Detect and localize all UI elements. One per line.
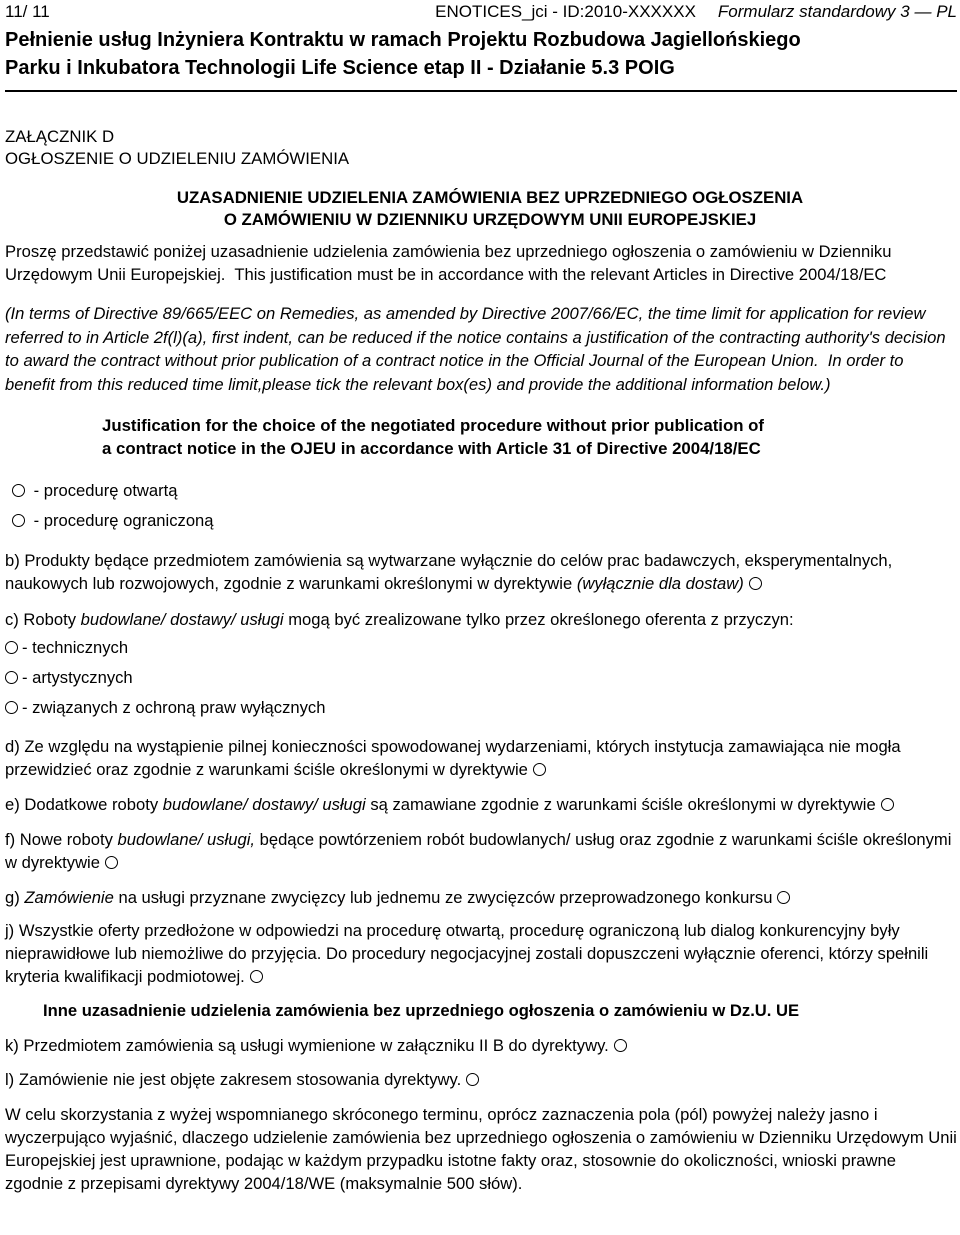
radio-circle-icon[interactable] <box>881 798 894 811</box>
item-d: d) Ze względu na wystąpienie pilnej konieczności spowodowanej wydarzeniami, których instytucja zamawiająca nie mogła przewidzieć oraz zgodnie z warunkami ściśle określonymi w dyrektywie <box>5 737 901 779</box>
other-justification-heading: Inne uzasadnienie udzielenia zamówienia bez uprzedniego ogłoszenia o zamówieniu w Dz.U. UE <box>43 1001 800 1020</box>
radio-circle-icon[interactable] <box>12 484 25 497</box>
radio-circle-icon[interactable] <box>5 671 18 684</box>
title-divider <box>5 90 957 92</box>
item-j: j) Wszystkie oferty przedłożone w odpowiedzi na procedurę otwartą, procedurę ograniczoną lub dialog konkurencyjny były nieprawidłowe lub niemożliwe do przyjęcia. Do procedury negocjacyjnej zostali dopuszczeni wyłącznie oferenci, którzy spełnili kryteria kwalifikacji podmiotowej. <box>5 921 929 986</box>
option-technical[interactable]: - technicznych <box>5 633 957 663</box>
item-b: b) Produkty będące przedmiotem zamówienia są wytwarzane wyłącznie do celów prac badawczych, eksperymentalnych, naukowych lub rozwojowych, zgodnie z warunkami określonymi w dyrektywie (wyłącznie dla dostaw) <box>5 551 893 593</box>
radio-circle-icon[interactable] <box>5 641 18 654</box>
form-name: Formularz standardowy 3 <box>717 2 910 21</box>
document-page <box>5 0 957 1195</box>
section-heading <box>5 187 957 231</box>
radio-circle-icon[interactable] <box>749 577 762 590</box>
remedies-note <box>5 302 957 396</box>
note-part: In order to benefit from this reduced time limit,please tick the relevant box(es) and provide the additional information below.) <box>5 351 904 394</box>
title-line: Pełnienie usług Inżyniera Kontraktu w ramach Projektu Rozbudowa Jagiellońskiego <box>5 29 801 51</box>
closing-paragraph: W celu skorzystania z wyżej wspomnianego skróconego terminu, oprócz zaznaczenia pola (pól) powyżej należy jasno i wyczerpująco wyjaśnić, dlaczego udzielenie zamówienia bez uprzedniego ogłoszenia o zamówieniu w Dzienniku Urzędowym Unii Europejskiej jest uprawnione, podając w każdym przypadku istotne fakty oraz, stosownie do okoliczności, wnioski prawne zgodnie z przepisami dyrektywy 2004/18/WE (maksymalnie 500 słów). <box>5 1105 957 1193</box>
header-dash: — <box>914 2 932 21</box>
document-title <box>5 26 957 82</box>
annex-subtitle: OGŁOSZENIE O UDZIELENIU ZAMÓWIENIA <box>5 149 350 168</box>
option-exclusive-rights[interactable]: - związanych z ochroną praw wyłącznych <box>5 693 957 723</box>
running-header <box>5 0 957 24</box>
option-open-procedure[interactable] <box>5 477 957 505</box>
item-g: g) Zamówienie na usługi przyznane zwycięzcy lub jednemu ze zwycięzców przeprowadzonego konkursu <box>5 886 957 909</box>
note-part: (In terms of Directive 89/665/EEC on Remedies, as amended by Directive 2007/66/EC, the time limit for application for review referred to in Article 2f(l)(a), first indent, can be reduced if the notice contains a justification of the contracting authority's decision to award the contract without prior publication of a contract notice in the Official Journal of the European Union. <box>5 304 946 370</box>
item-e: e) Dodatkowe roboty budowlane/ dostawy/ usługi są zamawiane zgodnie z warunkami ściśle określonymi w dyrektywie <box>5 793 957 816</box>
justification-heading <box>102 414 957 460</box>
notice-id: ENOTICES_jci - ID:2010-XXXXXX <box>435 2 696 21</box>
radio-circle-icon[interactable] <box>105 856 118 869</box>
radio-circle-icon[interactable] <box>777 891 790 904</box>
intro-paragraph <box>5 240 957 286</box>
option-artistic[interactable]: - artystycznych <box>5 663 957 693</box>
option-restricted-procedure[interactable] <box>5 507 957 535</box>
item-k: k) Przedmiotem zamówienia są usługi wymienione w załączniku II B do dyrektywy. <box>5 1034 957 1057</box>
annex-label: ZAŁĄCZNIK D <box>5 127 115 146</box>
item-l: l) Zamówienie nie jest objęte zakresem stosowania dyrektywy. <box>5 1068 957 1091</box>
intro-english: This justification must be in accordance with the relevant Articles in Directive 2004/18/EC <box>234 265 887 284</box>
radio-circle-icon[interactable] <box>533 763 546 776</box>
item-c: c) Roboty budowlane/ dostawy/ usługi mogą być zrealizowane tylko przez określonego oferenta z przyczyn: <box>5 610 794 629</box>
justification-heading-line: Justification for the choice of the negotiated procedure without prior publication of <box>102 416 764 435</box>
justification-heading-line: a contract notice in the OJEU in accordance with Article 31 of Directive 2004/18/EC <box>102 439 761 458</box>
language-code: PL <box>936 2 957 21</box>
radio-circle-icon[interactable] <box>614 1039 627 1052</box>
item-f: f) Nowe roboty budowlane/ usługi, będące powtórzeniem robót budowlanych/ usług oraz zgodnie z warunkami ściśle określonymi w dyrektywie <box>5 830 952 872</box>
annex-heading <box>5 126 957 170</box>
radio-circle-icon[interactable] <box>5 701 18 714</box>
section-heading-line: O ZAMÓWIENIU W DZIENNIKU URZĘDOWYM UNII EUROPEJSKIEJ <box>223 210 757 229</box>
option-label: - procedurę ograniczoną <box>33 511 214 530</box>
radio-circle-icon[interactable] <box>12 514 25 527</box>
intro-polish: Proszę przedstawić poniżej uzasadnienie udzielenia zamówienia bez uprzedniego ogłoszenia o zamówieniu w Dzienniku Urzędowym Unii Europejskiej. <box>5 242 892 284</box>
section-heading-line: UZASADNIENIE UDZIELENIA ZAMÓWIENIA BEZ UPRZEDNIEGO OGŁOSZENIA <box>176 188 804 207</box>
radio-circle-icon[interactable] <box>250 970 263 983</box>
page-number: 11/ 11 <box>5 2 50 21</box>
option-label: - procedurę otwartą <box>33 481 178 500</box>
title-line: Parku i Inkubatora Technologii Life Science etap II - Działanie 5.3 POIG <box>5 57 675 79</box>
radio-circle-icon[interactable] <box>466 1073 479 1086</box>
